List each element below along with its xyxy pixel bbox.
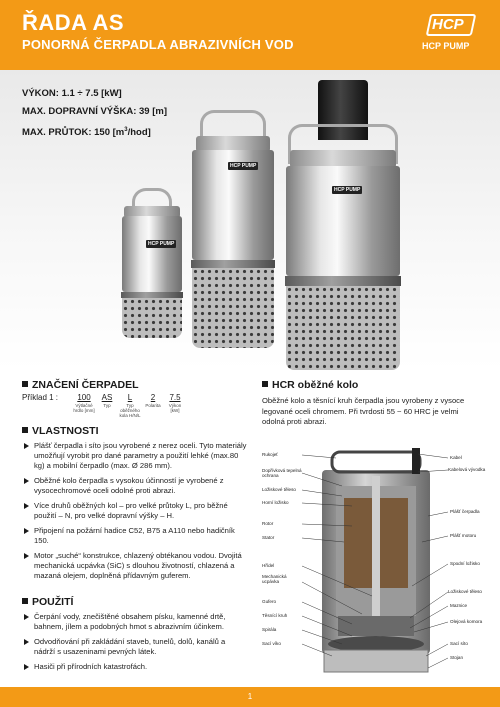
diagram-label: Kabelová vývodka [448, 467, 486, 472]
diagram-label: Gufero [262, 599, 277, 604]
diagram-label: Ložiskové těleso [448, 589, 482, 594]
footer-band [0, 687, 500, 707]
logo-name: HCP PUMP [422, 41, 470, 51]
product-hero [0, 70, 500, 370]
page-subtitle: PONORNÁ ČERPADLA ABRAZIVNÍCH VOD [22, 37, 294, 52]
usage-list [22, 612, 248, 677]
spec-power: VÝKON: 1.1 ÷ 7.5 [kW] [22, 88, 122, 99]
section-square-icon [22, 598, 28, 604]
diagram-label: Stojan [450, 655, 464, 660]
diagram-label: Dopřívková tepelná ochrana [262, 468, 302, 478]
list-item: Připojení na požární hadice C52, B75 a A110 nebo hadičník 150. [22, 526, 248, 546]
properties-list [22, 441, 248, 586]
page-title: ŘADA AS [22, 10, 125, 35]
list-item: Čerpání vody, znečištěné obsahem písku, kamenné drtě, bahnem, jílem a podobných hmot s abrazivním účinkem. [22, 612, 248, 632]
diagram-label: Plášť čerpadla [450, 509, 480, 514]
designation-heading: ZNAČENÍ ČERPADEL [22, 379, 139, 391]
impeller-heading: HCR oběžné kolo [262, 379, 358, 391]
diagram-label: Ložiskové těleso [262, 487, 296, 492]
diagram-label: Olejová komora [450, 619, 483, 624]
diagram-label: Spirála [262, 627, 277, 632]
list-item: Více druhů oběžných kol – pro velké průtoky L, pro běžné použití – N, pro velké dopravní výšky – H. [22, 501, 248, 521]
diagram-label: Sací síto [450, 641, 468, 646]
diagram-label: Stator [262, 535, 275, 540]
pump-large-plate: HCP PUMP [334, 187, 361, 193]
diagram-label: Mechanická ucpávka [262, 574, 287, 584]
diagram-label: Těsnící kruh [262, 613, 288, 618]
section-square-icon [22, 381, 28, 387]
designation-example: Příklad 1 : 100 Výtlačné hrdlo [mm] AS Typ L Typ oběžného kola H/N/L 2 Polarita 7.5 Výkon [kW] [22, 393, 182, 418]
designation-prefix: Příklad 1 : [22, 393, 59, 402]
diagram-label: Sací víko [262, 641, 281, 646]
diagram-label: Kabel [450, 455, 462, 460]
header-band [0, 0, 500, 70]
logo-mark: HCP [432, 16, 464, 33]
spec-list [22, 85, 167, 142]
properties-heading: VLASTNOSTI [22, 425, 99, 437]
pump-small-image [118, 188, 186, 338]
diagram-label: Rotor [262, 521, 274, 526]
pump-mid-plate: HCP PUMP [230, 163, 257, 169]
pump-mid-image [188, 110, 278, 350]
pump-large-image [282, 80, 404, 370]
section-square-icon [262, 381, 268, 387]
spec-head: MAX. DOPRAVNÍ VÝŠKA: 39 [m] [22, 106, 167, 117]
diagram-label: Horní ložisko [262, 500, 289, 505]
spec-flow: MAX. PRŮTOK: 150 $[m^3/hod]$ [22, 127, 151, 139]
list-item: Plášť čerpadla i síto jsou vyrobené z nerez oceli. Tyto materiály umožňují vyrobit pro dané parametry a použití lehké (max.80 kg) a mobilní čerpadlo (max. Ø 286 mm). [22, 441, 248, 471]
list-item: Motor „suché“ konstrukce, chlazený obtékanou vodou. Dvojitá mechanická ucpávka (SiC) s dlouhou životností, chlazená a mazaná olejem, doplněná přídavným guferem. [22, 551, 248, 581]
diagram-label: Hřídel [262, 563, 275, 568]
list-item: Hasiči při přírodních katastrofách. [22, 662, 248, 672]
pump-cutaway-diagram [262, 446, 490, 682]
diagram-label: Plášť motoru [450, 533, 477, 538]
pump-small-plate: HCP PUMP [148, 241, 175, 247]
list-item: Oběžné kolo čerpadla s vysokou účinností je vyrobené z vysocechromové oceli odolné proti abrazi. [22, 476, 248, 496]
page-number: 1 [247, 692, 253, 701]
list-item: Odvodňování při zakládání staveb, tunelů, dolů, kanálů a nádrží s usazeninami pevných látek. [22, 637, 248, 657]
diagram-label: Rukojeť [262, 452, 279, 457]
usage-heading: POUŽITÍ [22, 596, 73, 608]
section-square-icon [22, 427, 28, 433]
hcp-logo [418, 14, 486, 56]
diagram-label: Spodní ložisko [450, 561, 480, 566]
impeller-text: Oběžné kolo a těsnící kruh čerpadla jsou vyrobeny z vysoce legované oceli chromem. Při tvrdosti 55 ~ 60 HRC je velmi odolná proti abrazi. [262, 396, 465, 426]
diagram-label: Maznice [450, 603, 468, 608]
